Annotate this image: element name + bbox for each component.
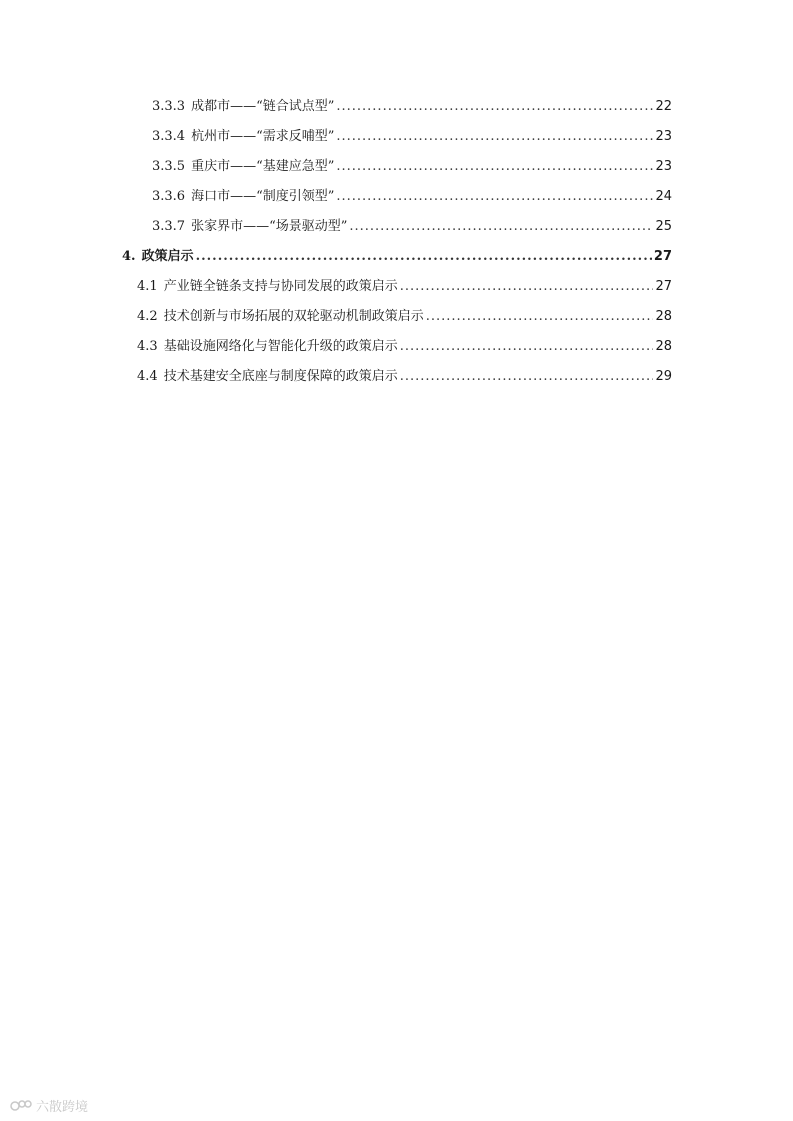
toc-entry[interactable] — [152, 158, 672, 176]
toc-entry[interactable] — [152, 218, 672, 236]
toc-entry[interactable] — [152, 128, 672, 146]
toc-leader-dots — [336, 188, 653, 206]
toc-leader-dots — [336, 98, 653, 116]
toc-entry-number: 3.3.3 — [152, 99, 186, 114]
toc-chapter-entry[interactable] — [122, 248, 672, 266]
toc-entry-title: 重庆市——“基建应急型” — [191, 159, 335, 174]
toc-entry[interactable] — [152, 188, 672, 206]
toc-entry-page: 27 — [655, 279, 672, 294]
toc-entry-title: 海口市——“制度引领型” — [191, 189, 335, 204]
toc-entry-page: 23 — [655, 159, 672, 174]
toc-entry-title: 产业链全链条支持与协同发展的政策启示 — [163, 279, 398, 294]
toc-entry-title: 杭州市——“需求反哺型” — [191, 129, 335, 144]
toc-entry-number: 3.3.4 — [152, 129, 186, 144]
toc-entry-page: 29 — [655, 369, 672, 384]
toc-entry-page: 22 — [655, 99, 672, 114]
toc-entry-number: 4.2 — [137, 309, 158, 324]
toc-leader-dots — [336, 158, 653, 176]
toc-entry[interactable] — [137, 308, 672, 326]
toc-entry-number: 3.3.6 — [152, 189, 186, 204]
toc-entry-title: 基础设施网络化与智能化升级的政策启示 — [163, 339, 398, 354]
toc-entry[interactable] — [137, 338, 672, 356]
toc-leader-dots — [400, 368, 654, 386]
toc-leader-dots — [196, 248, 652, 266]
toc-entry-title: 成都市——“链合试点型” — [191, 99, 335, 114]
toc-entry-title: 张家界市——“场景驱动型” — [191, 219, 348, 234]
toc-entry-title: 技术创新与市场拓展的双轮驱动机制政策启示 — [163, 309, 424, 324]
toc-entry-number: 3.3.5 — [152, 159, 186, 174]
toc-entry-page: 27 — [653, 249, 672, 264]
toc-entry-number: 4. — [122, 249, 136, 264]
toc-leader-dots — [400, 278, 654, 296]
toc-entry-title: 技术基建安全底座与制度保障的政策启示 — [163, 369, 398, 384]
watermark-text: 六散跨境 — [36, 1100, 89, 1115]
brand-logo-icon — [10, 1099, 32, 1113]
toc-entry-page: 25 — [655, 219, 672, 234]
toc-leader-dots — [400, 338, 654, 356]
toc-entry[interactable] — [152, 98, 672, 116]
watermark — [10, 1096, 88, 1115]
toc-leader-dots — [349, 218, 653, 236]
toc-entry-page: 23 — [655, 129, 672, 144]
toc-entry-number: 4.1 — [137, 279, 158, 294]
toc-entry-title: 政策启示 — [141, 249, 194, 264]
toc-entry-number: 3.3.7 — [152, 219, 186, 234]
toc-entry[interactable] — [137, 368, 672, 386]
toc-entry-number: 4.3 — [137, 339, 158, 354]
toc-entry-page: 28 — [655, 339, 672, 354]
toc-leader-dots — [336, 128, 653, 146]
toc-entry[interactable] — [137, 278, 672, 296]
toc-entry-page: 24 — [655, 189, 672, 204]
toc-entry-number: 4.4 — [137, 369, 158, 384]
toc-leader-dots — [426, 308, 654, 326]
toc-entry-page: 28 — [655, 309, 672, 324]
